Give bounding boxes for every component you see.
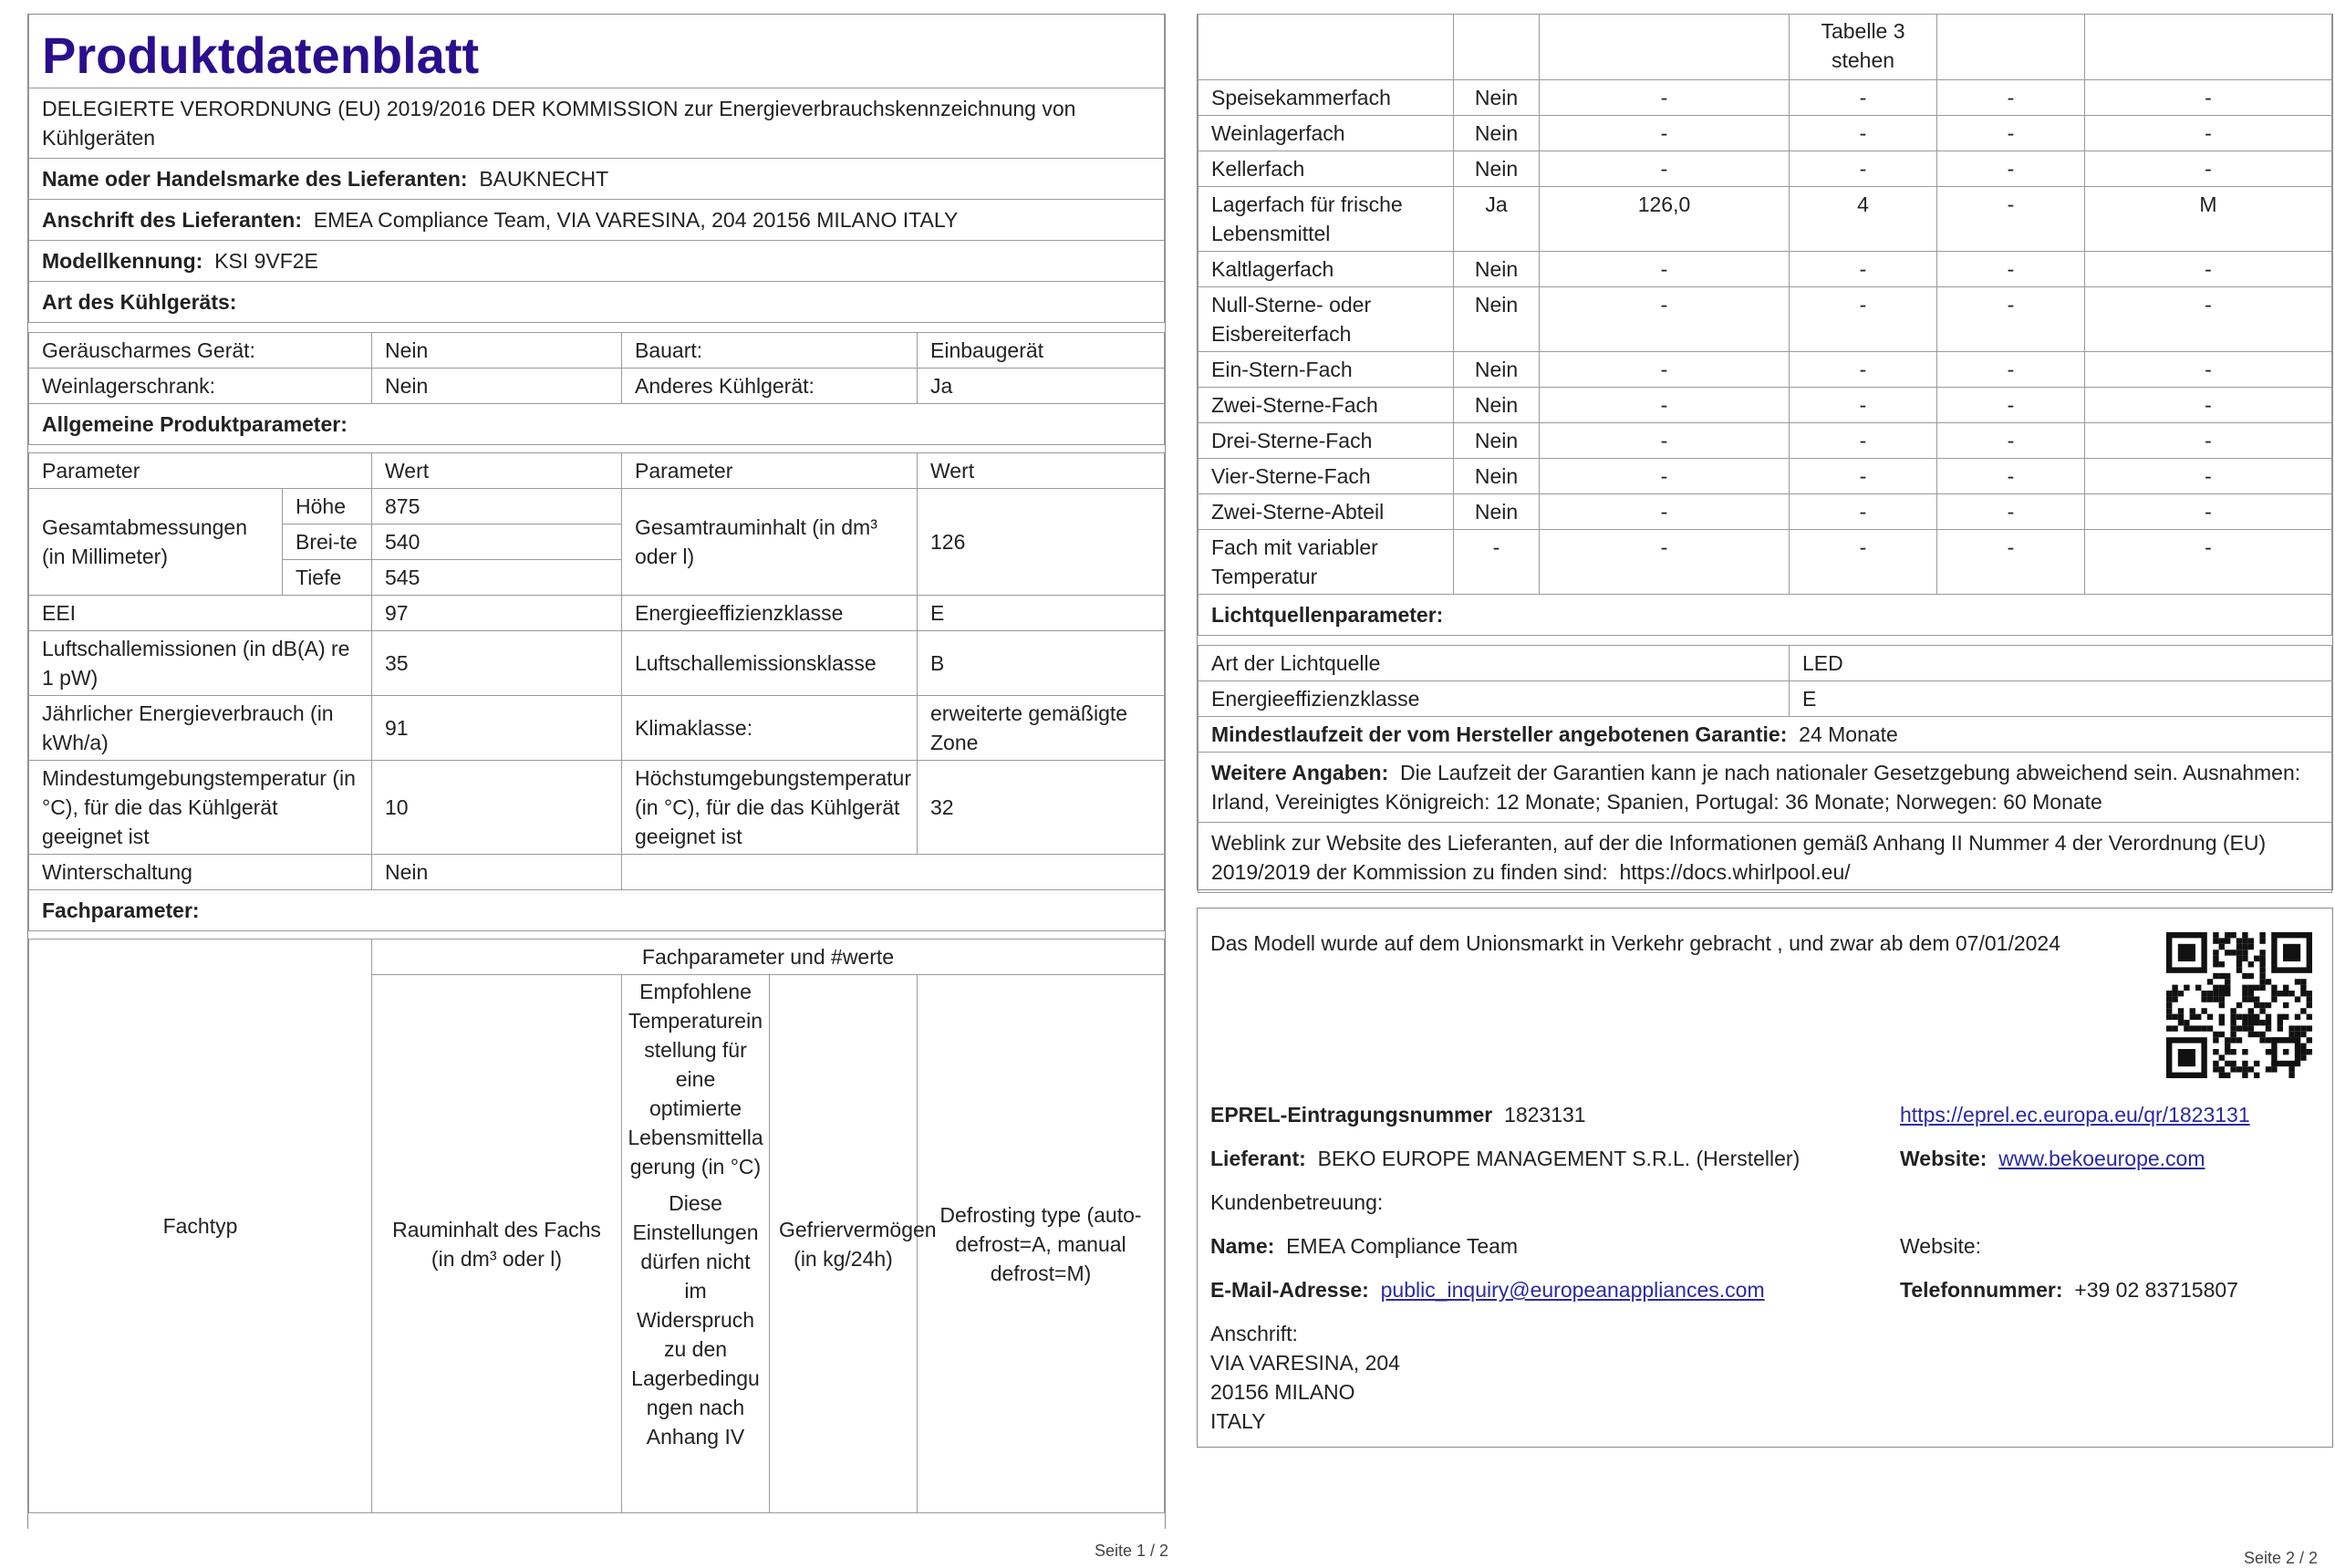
- supplier-label: Name oder Handelsmarke des Lieferanten:: [42, 167, 468, 191]
- table-row: [29, 631, 1165, 696]
- compartment-value: -: [1790, 287, 1937, 352]
- compartment-value: -: [1937, 388, 2085, 423]
- supplier-row: [1210, 1144, 1800, 1173]
- compartment-value: -: [1937, 116, 2085, 151]
- supplier-value: BAUKNECHT: [479, 167, 609, 191]
- table-row: [1199, 15, 2332, 80]
- table-row: [1199, 252, 2332, 287]
- compartment-value: M: [2085, 187, 2332, 252]
- compartment-value: -: [2085, 459, 2332, 494]
- email-label: E-Mail-Adresse:: [1210, 1278, 1369, 1302]
- type-cell: Bauart:: [622, 333, 918, 369]
- compartment-value: -: [1790, 530, 1937, 595]
- datasheet-page-2: [1197, 14, 2333, 890]
- carry-cell: [1937, 15, 2085, 80]
- address-value: EMEA Compliance Team, VIA VARESINA, 204 20156 MILANO ITALY: [313, 208, 959, 232]
- temperature-col-note: Diese Einstellungen dürfen nicht im Widerspruch zu den Lagerbedingungen nach Anhang IV: [631, 1191, 760, 1449]
- temperature-col-text: Empfohlene Temperatureinstellung für eine optimierte Lebensmittellagerung (in °C): [628, 980, 763, 1179]
- website2-label: Website:: [1900, 1234, 1982, 1258]
- compartment-value: -: [1790, 423, 1937, 459]
- website-label: Website:: [1900, 1147, 1987, 1170]
- compartment-value: -: [1540, 116, 1790, 151]
- eprel-label: EPREL-Eintragungsnummer: [1210, 1103, 1493, 1127]
- compartment-value: -: [1937, 459, 2085, 494]
- compartment-value: -: [1937, 252, 2085, 287]
- compartment-value: -: [1937, 530, 2085, 595]
- table-row: [1199, 80, 2332, 116]
- compartment-name: Null-Sterne- oder Eisbereiterfach: [1199, 287, 1454, 352]
- header-cell: Wert: [918, 453, 1165, 489]
- compartment-value: -: [1937, 494, 2085, 530]
- email-row: [1210, 1275, 1765, 1304]
- type-cell: Weinlagerschrank:: [29, 369, 372, 404]
- addr-label: Anschrift:: [1210, 1322, 1298, 1345]
- type-heading: Art des Kühlgeräts:: [29, 282, 1165, 323]
- table-row: [1199, 681, 2332, 717]
- dim-label: Höhe: [283, 489, 372, 524]
- email-link[interactable]: public_inquiry@europeanappliances.com: [1380, 1278, 1765, 1302]
- dim-value: 875: [372, 489, 622, 524]
- regulation-text: DELEGIERTE VERORDNUNG (EU) 2019/2016 DER KOMMISSION zur Energieverbrauchskennzeichnung von Kühlgeräten: [29, 88, 1165, 159]
- fachtyp-header: Fachtyp: [29, 940, 372, 1513]
- freezing-col-header: Gefriervermögen (in kg/24h): [770, 975, 918, 1513]
- name-label: Name:: [1210, 1234, 1275, 1258]
- temperature-col-header: [622, 975, 770, 1513]
- param-value: erweiterte gemäßigte Zone: [918, 696, 1165, 761]
- compartment-value: -: [1540, 388, 1790, 423]
- compartment-value: -: [1540, 80, 1790, 116]
- compartment-value: 126,0: [1540, 187, 1790, 252]
- param-value: 91: [372, 696, 622, 761]
- carry-note-line: Tabelle 3: [1821, 19, 1905, 43]
- header-cell: Parameter: [622, 453, 918, 489]
- more-info-label: Weitere Angaben:: [1211, 761, 1389, 784]
- weblink-text: Weblink zur Website des Lieferanten, auf der die Informationen gemäß Anhang II Nummer 4 der Verordnung (EU) 2019/2019 der Kommission zu finden sind:: [1211, 831, 2267, 884]
- carry-cell: [1199, 15, 1454, 80]
- light-value: LED: [1790, 646, 2332, 681]
- compartment-name: Zwei-Sterne-Abteil: [1199, 494, 1454, 530]
- compartment-value: -: [1540, 287, 1790, 352]
- table-row: [29, 940, 1165, 975]
- service-label: Kundenbetreuung:: [1210, 1190, 1384, 1214]
- compartment-value: -: [2085, 116, 2332, 151]
- addr-line: 20156 MILANO: [1210, 1380, 1355, 1404]
- type-table: [28, 332, 1165, 445]
- name-row: [1210, 1231, 1518, 1261]
- table-row: [1199, 116, 2332, 151]
- header-cell: Parameter: [29, 453, 372, 489]
- param-value: 97: [372, 596, 622, 631]
- model-label: Modellkennung:: [42, 249, 203, 273]
- param-label: Energieeffizienzklasse: [622, 596, 918, 631]
- compartment-name: Weinlagerfach: [1199, 116, 1454, 151]
- more-info-value: Die Laufzeit der Garantien kann je nach nationaler Gesetzgebung abweichend sein. Ausnahmen: Irland, Vereinigtes Königreich: 12 Monate; Spanien, Portugal: 36 Monate; Norwegen: 60 Monate: [1211, 761, 2301, 814]
- param-label: Höchstumgebungstemperatur (in °C), für die das Kühlgerät geeignet ist: [622, 761, 918, 855]
- dims-label: Gesamtabmessungen (in Millimeter): [29, 489, 283, 596]
- supplier-label: Lieferant:: [1210, 1147, 1306, 1170]
- table-row: [29, 489, 1165, 524]
- header-cell: Wert: [372, 453, 622, 489]
- param-label: Luftschallemissionen (in dB(A) re 1 pW): [29, 631, 372, 696]
- param-label: Luftschallemissionsklasse: [622, 631, 918, 696]
- page-1-footer: Seite 1 / 2: [1095, 1542, 1169, 1560]
- compartment-value: Nein: [1454, 116, 1540, 151]
- empty-cell: [622, 855, 1165, 890]
- compartment-value: 4: [1790, 187, 1937, 252]
- table-row: [1199, 423, 2332, 459]
- compartment-value: -: [1937, 151, 2085, 187]
- carry-cell: [1454, 15, 1540, 80]
- fach-heading: Fachparameter:: [29, 890, 1165, 931]
- compartment-value: Nein: [1454, 80, 1540, 116]
- eprel-row: [1210, 1100, 1586, 1129]
- compartment-value: Ja: [1454, 187, 1540, 252]
- compartment-name: Vier-Sterne-Fach: [1199, 459, 1454, 494]
- warranty-label: Mindestlaufzeit der vom Hersteller angebotenen Garantie:: [1211, 722, 1788, 746]
- light-label: Energieeffizienzklasse: [1199, 681, 1790, 717]
- param-value: 32: [918, 761, 1165, 855]
- weblink-url: https://docs.whirlpool.eu/: [1619, 860, 1851, 884]
- compartment-name: Ein-Stern-Fach: [1199, 352, 1454, 388]
- eprel-value: 1823131: [1504, 1103, 1586, 1127]
- addr-line: VIA VARESINA, 204: [1210, 1351, 1400, 1375]
- supplier-value: BEKO EUROPE MANAGEMENT S.R.L. (Hersteller): [1317, 1147, 1801, 1170]
- table-row: [29, 369, 1165, 404]
- model-row: [29, 241, 1165, 282]
- compartment-value: Nein: [1454, 151, 1540, 187]
- compartment-value: -: [1540, 352, 1790, 388]
- more-info-row: [1199, 753, 2332, 823]
- compartment-value: -: [2085, 423, 2332, 459]
- table-row: [29, 596, 1165, 631]
- table-row: [1199, 530, 2332, 595]
- type-cell: Nein: [372, 369, 622, 404]
- carry-note-line: stehen: [1831, 48, 1895, 72]
- compartment-value: -: [1454, 530, 1540, 595]
- compartment-value: -: [2085, 388, 2332, 423]
- compartment-name: Drei-Sterne-Fach: [1199, 423, 1454, 459]
- compartment-rows: [1199, 80, 2332, 595]
- compartment-name: Zwei-Sterne-Fach: [1199, 388, 1454, 423]
- compartment-value: -: [1790, 80, 1937, 116]
- eprel-box: [1197, 908, 2333, 1448]
- type-cell: Anderes Kühlgerät:: [622, 369, 918, 404]
- param-label: Jährlicher Energieverbrauch (in kWh/a): [29, 696, 372, 761]
- type-cell: Geräuscharmes Gerät:: [29, 333, 372, 369]
- table-row: [29, 453, 1165, 489]
- compartment-value: -: [1540, 530, 1790, 595]
- table-row: [29, 761, 1165, 855]
- table-row: [1199, 388, 2332, 423]
- param-label: Klimaklasse:: [622, 696, 918, 761]
- compartment-value: -: [1540, 423, 1790, 459]
- param-label: EEI: [29, 596, 372, 631]
- param-value: 35: [372, 631, 622, 696]
- carry-note: [1790, 15, 1937, 80]
- compartment-value: -: [2085, 252, 2332, 287]
- compartment-value: -: [2085, 530, 2332, 595]
- warranty-value: 24 Monate: [1799, 722, 1898, 746]
- compartment-value: Nein: [1454, 494, 1540, 530]
- compartment-value: -: [2085, 80, 2332, 116]
- table-row: [1199, 151, 2332, 187]
- compartment-name: Speisekammerfach: [1199, 80, 1454, 116]
- compartment-value: Nein: [1454, 459, 1540, 494]
- compartment-value: -: [1937, 352, 2085, 388]
- compartment-value: -: [2085, 151, 2332, 187]
- datasheet-page-1: [27, 14, 1166, 1529]
- light-value: E: [1790, 681, 2332, 717]
- type-cell: Nein: [372, 333, 622, 369]
- table-row: [1199, 494, 2332, 530]
- header-table: [28, 15, 1165, 323]
- table-row: [29, 855, 1165, 890]
- compartment-value: -: [1790, 151, 1937, 187]
- volume-col-header: Rauminhalt des Fachs (in dm³ oder l): [372, 975, 622, 1513]
- compartment-value: Nein: [1454, 423, 1540, 459]
- winter-value: Nein: [372, 855, 622, 890]
- fach-table: [28, 939, 1165, 1513]
- defrost-col-header: Defrosting type (auto-defrost=A, manual defrost=M): [918, 975, 1165, 1513]
- carry-cell: [1540, 15, 1790, 80]
- compartment-name: Kellerfach: [1199, 151, 1454, 187]
- param-value: B: [918, 631, 1165, 696]
- light-heading: Lichtquellenparameter:: [1199, 595, 2332, 636]
- param-label: Mindestumgebungstemperatur (in °C), für die das Kühlgerät geeignet ist: [29, 761, 372, 855]
- type-cell: Ja: [918, 369, 1165, 404]
- compartment-value: Nein: [1454, 352, 1540, 388]
- eprel-link[interactable]: [1900, 1100, 2250, 1129]
- phone-value: +39 02 83715807: [2074, 1278, 2238, 1302]
- website-row: [1900, 1144, 2205, 1173]
- address-row: [29, 200, 1165, 241]
- general-table: [28, 452, 1165, 931]
- compartment-value: -: [1790, 116, 1937, 151]
- supplier-row: [29, 159, 1165, 200]
- compartment-value: -: [1790, 352, 1937, 388]
- name-value: EMEA Compliance Team: [1286, 1234, 1519, 1258]
- page-title: Produktdatenblatt: [29, 15, 1165, 88]
- param-value: E: [918, 596, 1165, 631]
- warranty-row: [1199, 717, 2332, 753]
- website-link[interactable]: www.bekoeurope.com: [1998, 1147, 2205, 1170]
- weblink-row: [1199, 823, 2332, 893]
- market-text: Das Modell wurde auf dem Unionsmarkt in Verkehr gebracht , und zwar ab dem 07/01/2024: [1210, 931, 2061, 955]
- dim-label: Tiefe: [283, 560, 372, 596]
- qr-code-icon: [2166, 932, 2312, 1078]
- type-cell: Einbaugerät: [918, 333, 1165, 369]
- compartment-value: -: [1790, 459, 1937, 494]
- compartment-value: -: [1790, 388, 1937, 423]
- dim-value: 540: [372, 524, 622, 560]
- compartment-name: Kaltlagerfach: [1199, 252, 1454, 287]
- compartment-value: -: [1937, 80, 2085, 116]
- phone-label: Telefonnummer:: [1900, 1278, 2063, 1302]
- compartment-value: -: [2085, 352, 2332, 388]
- address-label: Anschrift des Lieferanten:: [42, 208, 302, 232]
- light-table: [1198, 645, 2332, 893]
- table-row: [29, 333, 1165, 369]
- compartment-value: Nein: [1454, 287, 1540, 352]
- table-row: [1199, 287, 2332, 352]
- compartment-value: -: [2085, 287, 2332, 352]
- table-row: [1199, 646, 2332, 681]
- light-label: Art der Lichtquelle: [1199, 646, 1790, 681]
- fach-group-header: Fachparameter und #werte: [372, 940, 1165, 975]
- compartment-value: -: [1790, 252, 1937, 287]
- addr-line: ITALY: [1210, 1409, 1266, 1433]
- page-2: [1186, 0, 2335, 1566]
- compartment-name: Fach mit variabler Temperatur: [1199, 530, 1454, 595]
- page-2-footer: Seite 2 / 2: [2244, 1549, 2319, 1567]
- table-row: [29, 696, 1165, 761]
- dim-value: 545: [372, 560, 622, 596]
- compartment-value: Nein: [1454, 388, 1540, 423]
- compartment-value: -: [1937, 287, 2085, 352]
- winter-label: Winterschaltung: [29, 855, 372, 890]
- compartment-value: -: [1937, 187, 2085, 252]
- table-row: [1199, 459, 2332, 494]
- compartment-value: -: [1540, 151, 1790, 187]
- compartment-value: -: [1540, 252, 1790, 287]
- phone-row: [1900, 1275, 2238, 1304]
- table-row: [1199, 352, 2332, 388]
- compartment-value: -: [1540, 494, 1790, 530]
- compartment-value: -: [1937, 423, 2085, 459]
- dim-label: Brei-te: [283, 524, 372, 560]
- eprel-link-text[interactable]: https://eprel.ec.europa.eu/qr/1823131: [1900, 1103, 2250, 1127]
- param-value: 10: [372, 761, 622, 855]
- compartment-value: -: [1540, 459, 1790, 494]
- model-value: KSI 9VF2E: [214, 249, 318, 273]
- general-heading: Allgemeine Produktparameter:: [29, 404, 1165, 445]
- compartment-value: -: [2085, 494, 2332, 530]
- compartment-value: -: [1790, 494, 1937, 530]
- compartment-value: Nein: [1454, 252, 1540, 287]
- compartment-name: Lagerfach für frische Lebensmittel: [1199, 187, 1454, 252]
- compartment-table: [1198, 14, 2332, 636]
- volume-label: Gesamtrauminhalt (in dm³ oder l): [622, 489, 918, 596]
- table-row: [1199, 187, 2332, 252]
- volume-value: 126: [918, 489, 1165, 596]
- carry-cell: [2085, 15, 2332, 80]
